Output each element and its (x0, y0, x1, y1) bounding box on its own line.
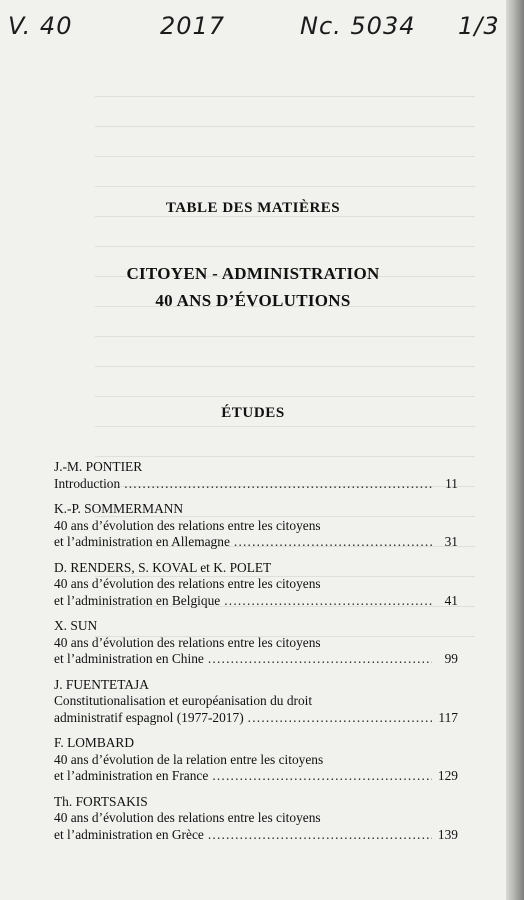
entry-last-line (54, 476, 458, 493)
entry-last-line (54, 768, 458, 785)
page-number: 31 (444, 534, 458, 549)
entry-author: Th. FORTSAKIS (54, 793, 148, 809)
entry-author: K.-P. SOMMERMANN (54, 501, 184, 516)
entry-title-line: 40 ans d’évolution des relations entre les citoyens (54, 576, 321, 591)
entry-title-line: 40 ans d’évolution de la relation entre les citoyens (54, 751, 324, 767)
page-number: 139 (437, 826, 458, 842)
entry-title-line: 40 ans d’évolution des relations entre les citoyens (54, 517, 321, 533)
entry-last-line (54, 710, 458, 727)
entry-title-line: administratif espagnol (1977-2017) (54, 709, 244, 725)
dot-leader (208, 651, 432, 668)
toc-entry (54, 618, 458, 668)
entry-title-line: et l’administration en Belgique (54, 592, 221, 608)
main-title-line: 40 ANS D’ÉVOLUTIONS (155, 291, 351, 310)
entry-author: D. RENDERS, S. KOVAL et K. POLET (54, 559, 272, 575)
entry-title-line: et l’administration en Grèce (54, 826, 204, 842)
toc-entries (54, 459, 458, 852)
entry-title-line: 40 ans d’évolution des relations entre les citoyens (54, 634, 321, 650)
handwritten-volume: V. 40 (8, 12, 73, 40)
entry-title-line: et l’administration en France (54, 768, 209, 783)
toc-entry (54, 501, 458, 551)
entry-author: J.-M. PONTIER (54, 459, 143, 474)
entry-last-line (54, 651, 458, 668)
entry-title-line: Introduction (54, 475, 121, 491)
handwritten-number: Nc. 5034 (300, 12, 416, 40)
entry-author: J. FUENTETAJA (54, 676, 149, 692)
page-number: 129 (437, 768, 458, 783)
entry-author: X. SUN (54, 618, 98, 633)
page-number: 41 (444, 592, 458, 608)
dot-leader (248, 710, 432, 727)
dot-leader (224, 593, 432, 610)
section-heading: ÉTUDES (221, 405, 285, 421)
entry-title-line: et l’administration en Allemagne (54, 534, 230, 549)
dot-leader (124, 476, 432, 493)
entry-last-line (54, 827, 458, 844)
toc-entry (54, 560, 458, 610)
entry-title-line: et l’administration en Chine (54, 651, 204, 666)
handwritten-year: 2017 (160, 12, 226, 40)
entry-last-line (54, 534, 458, 551)
main-title-line: CITOYEN - ADMINISTRATION (126, 264, 380, 283)
entry-title-line: 40 ans d’évolution des relations entre les citoyens (54, 810, 321, 825)
main-title (0, 260, 506, 314)
page-edge (506, 0, 524, 900)
page-number: 99 (444, 651, 458, 666)
toc-entry (54, 735, 458, 785)
toc-entry (54, 794, 458, 844)
dot-leader (234, 534, 432, 551)
toc-entry (54, 459, 458, 492)
toc-title: TABLE DES MATIÈRES (165, 200, 341, 216)
entry-author: F. LOMBARD (54, 735, 135, 750)
page-number: 117 (438, 709, 458, 725)
dot-leader (212, 768, 432, 785)
handwritten-fraction: 1/3 (458, 12, 500, 40)
dot-leader (208, 827, 432, 844)
toc-entry (54, 677, 458, 727)
entry-last-line (54, 593, 458, 610)
entry-title-line: Constitutionalisation et européanisation du droit (54, 693, 313, 708)
page-number: 11 (445, 475, 458, 491)
